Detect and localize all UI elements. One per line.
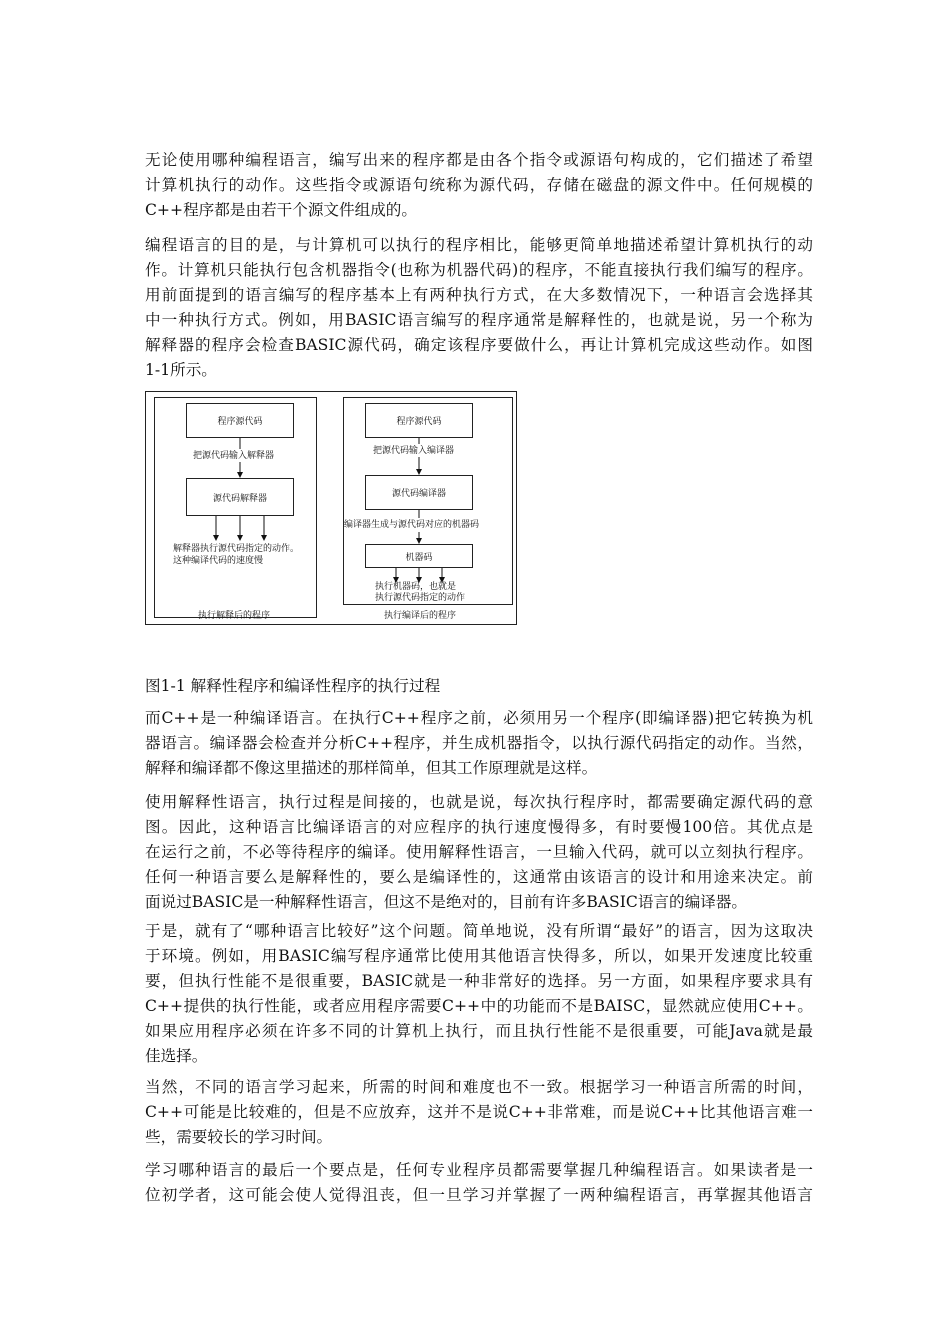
text-line: 而C++是一种编译语言。在执行C++程序之前，必须用另一个程序(即编译器)把它转换为机 (145, 709, 813, 727)
paragraph-4 (145, 790, 813, 915)
compiler-note-line2: 执行源代码指定的动作 (375, 593, 466, 603)
text-line: 佳选择。 (145, 1047, 208, 1065)
compiler-box: 源代码编译器 (365, 475, 473, 510)
text-line: 要，但执行性能不是很重要，BASIC就是一种非常好的选择。另一方面，如果程序要求具有 (145, 972, 813, 990)
compiler-panel-label: 执行编译后的程序 (384, 611, 457, 621)
text-line: 在运行之前，不必等待程序的编译。使用解释性语言，一旦输入代码，就可以立刻执行程序。 (145, 843, 813, 861)
text-line: 用前面提到的语言编写的程序基本上有两种执行方式，在大多数情况下，一种语言会选择其 (145, 286, 813, 304)
text-line: 解释器的程序会检查BASIC源代码，确定该程序要做什么，再让计算机完成这些动作。如图 (145, 336, 813, 354)
paragraph-5 (145, 919, 813, 1069)
text-line: C++程序都是由若干个源文件组成的。 (145, 201, 417, 219)
right-source-code-box: 程序源代码 (365, 403, 473, 438)
machine-code-box: 机器码 (365, 544, 473, 568)
figure-1-1 (145, 391, 517, 625)
text-line: 面说过BASIC是一种解释性语言，但这不是绝对的，目前有许多BASIC语言的编译器。 (145, 893, 747, 911)
compiler-output-label: 编译器生成与源代码对应的机器码 (344, 520, 480, 530)
text-line: C++可能是比较难的，但是不应放弃，这并不是说C++非常难，而是说C++比其他语言难一 (145, 1103, 813, 1121)
text-line: 位初学者，这可能会使人觉得沮丧，但一旦学习并掌握了一两种编程语言，再掌握其他语言 (145, 1186, 813, 1204)
paragraph-2 (145, 233, 813, 383)
text-line: 如果应用程序必须在许多不同的计算机上执行，而且执行性能不是很重要，可能Java就是最 (145, 1022, 813, 1040)
left-source-code-box: 程序源代码 (186, 403, 294, 438)
text-line: 1-1所示。 (145, 361, 217, 379)
paragraph-7 (145, 1158, 813, 1208)
interpreter-box: 源代码解释器 (186, 478, 294, 516)
text-line: 器语言。编译器会检查并分析C++程序，并生成机器指令，以执行源代码指定的动作。当然， (145, 734, 813, 752)
compiler-note-line1: 执行机器码，也就是 (375, 582, 457, 592)
text-line: 于是，就有了“哪种语言比较好”这个问题。简单地说，没有所谓“最好”的语言，因为这取决 (145, 922, 813, 940)
interpreter-panel-label: 执行解释后的程序 (198, 611, 271, 621)
text-line: 些，需要较长的学习时间。 (145, 1128, 333, 1146)
paragraph-6 (145, 1075, 813, 1150)
text-line: 无论使用哪种编程语言，编写出来的程序都是由各个指令或源语句构成的，它们描述了希望 (145, 151, 813, 169)
text-line: 编程语言的目的是，与计算机可以执行的程序相比，能够更简单地描述希望计算机执行的动 (145, 236, 813, 254)
interpreter-note-line1: 解释器执行源代码指定的动作。 (173, 544, 300, 554)
text-line: C++提供的执行性能，或者应用程序需要C++中的功能而不是BAISC，显然就应使用C++。 (145, 997, 813, 1015)
text-line: 计算机执行的动作。这些指令或源语句统称为源代码，存储在磁盘的源文件中。任何规模的 (145, 176, 813, 194)
text-line: 任何一种语言要么是解释性的，要么是编译性的，这通常由该语言的设计和用途来决定。前 (145, 868, 813, 886)
figure-caption: 图1-1 解释性程序和编译性程序的执行过程 (145, 677, 441, 695)
text-line: 解释和编译都不像这里描述的那样简单，但其工作原理就是这样。 (145, 759, 598, 777)
text-line: 作。计算机只能执行包含机器指令(也称为机器代码)的程序，不能直接执行我们编写的程序。 (145, 261, 813, 279)
text-line: 中一种执行方式。例如，用BASIC语言编写的程序通常是解释性的，也就是说，另一个称为 (145, 311, 813, 329)
text-line: 当然，不同的语言学习起来，所需的时间和难度也不一致。根据学习一种语言所需的时间， (145, 1078, 813, 1096)
text-line: 使用解释性语言，执行过程是间接的，也就是说，每次执行程序时，都需要确定源代码的意 (145, 793, 813, 811)
paragraph-3 (145, 706, 813, 781)
paragraph-1 (145, 148, 813, 223)
right-arrow-label: 把源代码输入编译器 (373, 446, 455, 456)
left-arrow-label: 把源代码输入解释器 (193, 451, 275, 461)
text-line: 于环境。例如，用BASIC编写程序通常比使用其他语言快得多，所以，如果开发速度比较重 (145, 947, 813, 965)
text-line: 图。因此，这种语言比编译语言的对应程序的执行速度慢得多，有时要慢100倍。其优点是 (145, 818, 813, 836)
text-line: 学习哪种语言的最后一个要点是，任何专业程序员都需要掌握几种编程语言。如果读者是一 (145, 1161, 813, 1179)
figure-arrows (146, 392, 518, 626)
interpreter-note-line2: 这种编译代码的速度慢 (173, 556, 264, 566)
